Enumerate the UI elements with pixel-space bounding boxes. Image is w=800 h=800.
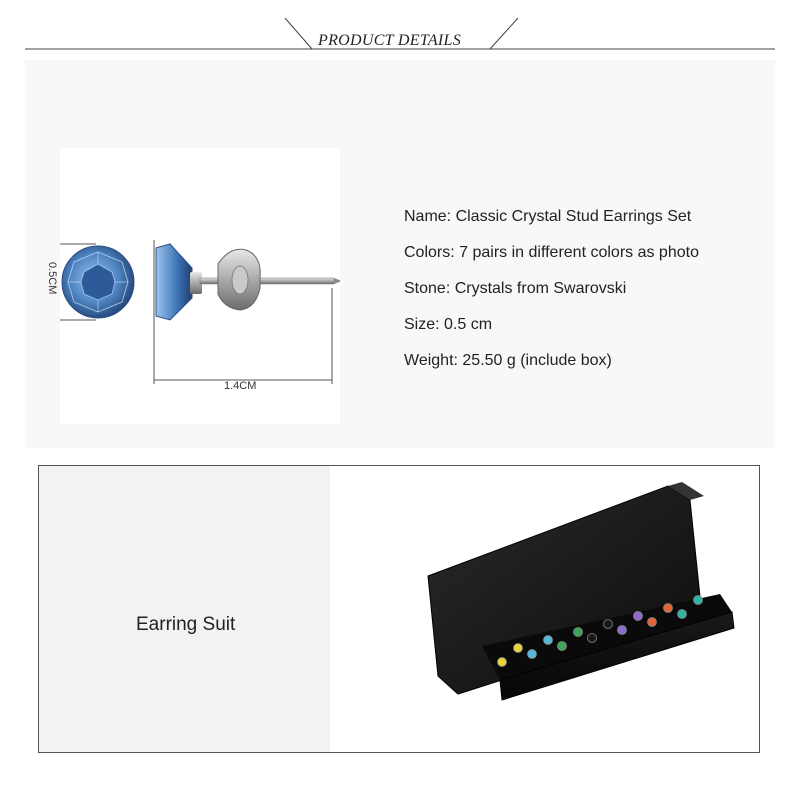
section-header	[0, 0, 800, 60]
spec-size: Size: 0.5 cm	[404, 316, 493, 333]
crystal-stud	[514, 644, 523, 653]
crystal-stud	[558, 642, 567, 651]
crystal-stud	[648, 618, 657, 627]
diameter-label: 0.5CM	[46, 262, 58, 295]
gift-box-photo	[330, 466, 760, 752]
crystal-stud	[498, 658, 507, 667]
crystal-stud	[694, 596, 703, 605]
width-label: 1.4CM	[224, 380, 257, 392]
spec-stone: Stone: Crystals from Swarovski	[404, 280, 627, 297]
crystal-stud	[574, 628, 583, 637]
earring-illustration	[60, 148, 340, 424]
spec-name: Name: Classic Crystal Stud Earrings Set	[404, 208, 692, 225]
spec-list	[404, 206, 699, 386]
crystal-stud	[618, 626, 627, 635]
crystal-stud	[544, 636, 553, 645]
crystal-stud	[634, 612, 643, 621]
crystal-stud	[588, 634, 597, 643]
crystal-stud	[678, 610, 687, 619]
section-title: PRODUCT DETAILS	[318, 32, 462, 49]
crystal-stud	[604, 620, 613, 629]
suit-label-area	[39, 466, 330, 752]
crystal-stud	[664, 604, 673, 613]
suit-label: Earring Suit	[136, 614, 236, 635]
earring-dimension-photo	[60, 148, 340, 424]
gem-front-view	[62, 246, 134, 318]
header-divider	[0, 0, 800, 60]
earring-suit-panel	[38, 465, 760, 753]
spec-colors: Colors: 7 pairs in different colors as photo	[404, 244, 699, 261]
crystal-stud	[528, 650, 537, 659]
gem-side-view	[156, 244, 340, 320]
spec-weight: Weight: 25.50 g (include box)	[404, 352, 612, 369]
